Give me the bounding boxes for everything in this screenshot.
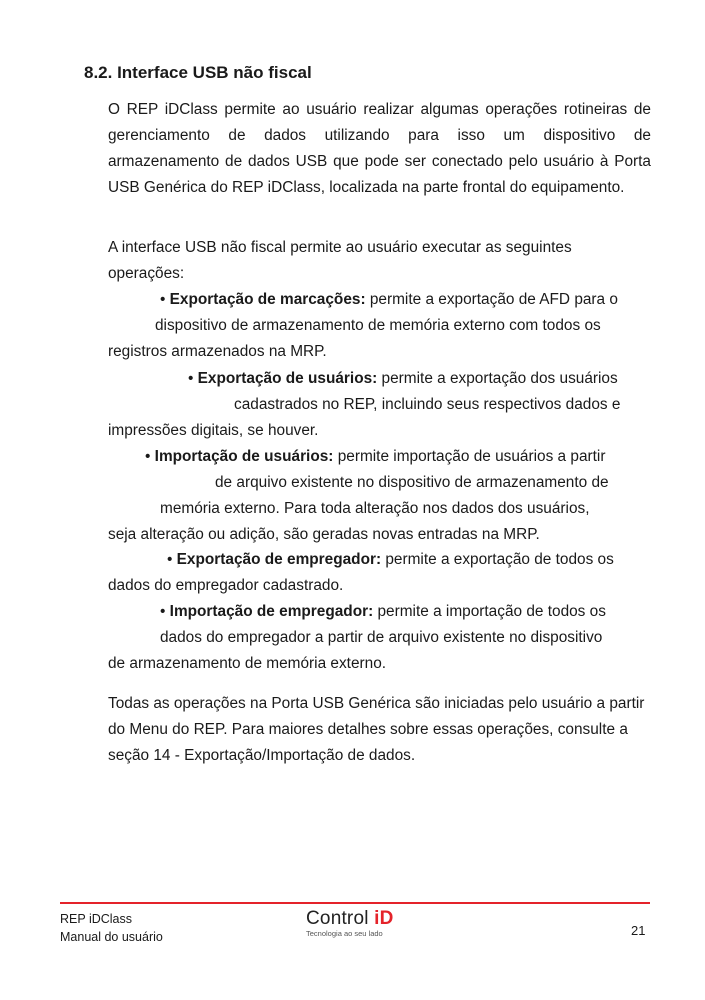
bullet: • — [188, 370, 194, 387]
operation-line — [108, 547, 651, 573]
operation-text: permite a importação de todos os — [373, 603, 606, 620]
logo-wordmark — [306, 909, 456, 929]
operation-line — [108, 444, 651, 470]
operation-text: permite a exportação dos usuários — [377, 370, 618, 387]
operation-label: Importação de usuários: — [154, 448, 334, 465]
page-number: 21 — [631, 923, 646, 938]
closing-paragraph: Todas as operações na Porta USB Genérica são iniciadas pelo usuário a partir do Menu do REP. Para maiores detalhes sobre essas operações, consulte a seção 14 - Exportação/Importação de dados. — [108, 695, 645, 764]
operation-line: dados do empregador a partir de arquivo existente no dispositivo — [160, 629, 603, 646]
operation-line: impressões digitais, se houver. — [108, 422, 319, 439]
operation-export-employer — [108, 547, 651, 599]
operation-line: dispositivo de armazenamento de memória externo com todos os — [155, 317, 601, 334]
bullet: • — [160, 291, 166, 308]
operations-intro-line: A interface USB não fiscal permite ao usuário executar as seguintes — [108, 239, 572, 256]
operation-line — [108, 287, 651, 313]
operation-line: dados do empregador cadastrado. — [108, 577, 344, 594]
operation-line: cadastrados no REP, incluindo seus respectivos dados e — [234, 396, 621, 413]
operation-label: Importação de empregador: — [169, 603, 374, 620]
operation-text: permite a exportação de todos os — [381, 551, 614, 568]
footer-doc-info — [60, 910, 163, 946]
operation-import-employer — [108, 599, 651, 677]
section-heading: 8.2. Interface USB não fiscal — [84, 63, 312, 82]
operation-import-users — [108, 444, 651, 548]
intro-paragraph: O REP iDClass permite ao usuário realizar algumas operações rotineiras de gerenciamento de dados utilizando para isso um dispositivo de armazenamento de dados USB que pode ser conectado pelo usuário à Porta USB Genérica do REP iDClass, localizada na parte frontal do equipamento. — [108, 101, 651, 196]
operations-intro-line: operações: — [108, 265, 185, 282]
operation-line: seja alteração ou adição, são geradas novas entradas na MRP. — [108, 526, 540, 543]
operations-intro — [108, 235, 651, 287]
operation-export-records — [108, 287, 651, 365]
operation-line: registros armazenados na MRP. — [108, 343, 327, 360]
operation-export-users — [108, 366, 651, 444]
footer-manual: Manual do usuário — [60, 930, 163, 944]
bullet: • — [167, 551, 173, 568]
logo-word-id: iD — [374, 908, 394, 929]
logo-word-control: Control — [306, 908, 375, 929]
operation-line: de arquivo existente no dispositivo de armazenamento de — [215, 474, 609, 491]
control-id-logo — [306, 909, 456, 945]
logo-tagline: Tecnologia ao seu lado — [306, 929, 383, 938]
footer-product: REP iDClass — [60, 912, 133, 926]
footer-rule — [60, 902, 650, 904]
operation-line: memória externo. Para toda alteração nos dados dos usuários, — [160, 500, 590, 517]
bullet: • — [160, 603, 166, 620]
operation-label: Exportação de empregador: — [176, 551, 382, 568]
operation-text: permite a exportação de AFD para o — [365, 291, 618, 308]
operation-label: Exportação de marcações: — [169, 291, 366, 308]
operation-line — [108, 599, 651, 625]
operation-text: permite importação de usuários a partir — [333, 448, 606, 465]
operation-label: Exportação de usuários: — [197, 370, 378, 387]
operation-line — [108, 366, 651, 392]
bullet: • — [145, 448, 151, 465]
operation-line: de armazenamento de memória externo. — [108, 655, 387, 672]
